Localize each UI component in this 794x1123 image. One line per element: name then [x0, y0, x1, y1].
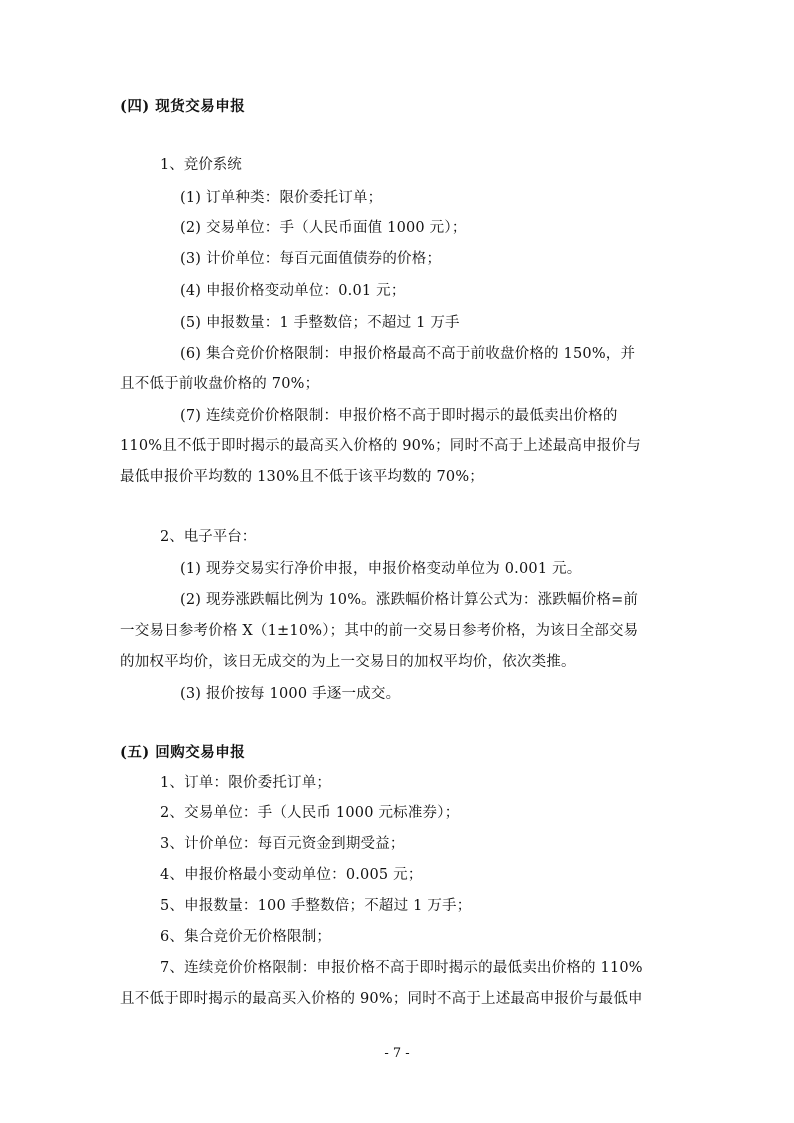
repo-item-3: 3、计价单位：每百元资金到期受益；: [160, 836, 405, 852]
auction-item-6-line-2: 且不低于前收盘价格的 70%；: [120, 376, 320, 392]
electronic-item-3: (3) 报价按每 1000 手逐一成交。: [180, 686, 401, 702]
repo-item-1: 1、订单：限价委托订单；: [160, 775, 332, 791]
auction-item-3: (3) 计价单位：每百元面值债券的价格；: [180, 251, 442, 267]
auction-item-2: (2) 交易单位：手（人民币面值 1000 元）；: [180, 220, 467, 236]
electronic-item-2-line-2: 一交易日参考价格 X（1±10%）；其中的前一交易日参考价格，为该日全部交易: [120, 623, 639, 639]
electronic-item-2-line-3: 的加权平均价，该日无成交的为上一交易日的加权平均价，依次类推。: [120, 654, 576, 670]
auction-item-7-line-1: (7) 连续竞价价格限制：申报价格不高于即时揭示的最低卖出价格的: [180, 408, 618, 424]
auction-item-5: (5) 申报数量：1 手整数倍；不超过 1 万手: [180, 315, 460, 331]
repo-item-6: 6、集合竞价无价格限制；: [160, 929, 332, 945]
electronic-item-1: (1) 现券交易实行净价申报，申报价格变动单位为 0.001 元。: [180, 561, 582, 577]
auction-item-4: (4) 申报价格变动单位：0.01 元；: [180, 283, 406, 299]
repo-item-7-line-1: 7、连续竞价价格限制：申报价格不高于即时揭示的最低卖出价格的 110%: [160, 960, 643, 976]
auction-system-title: 1、竞价系统: [160, 157, 242, 173]
repo-item-7-line-2: 且不低于即时揭示的最高买入价格的 90%；同时不高于上述最高申报价与最低申: [120, 991, 643, 1007]
electronic-item-2-line-1: (2) 现券涨跌幅比例为 10%。涨跌幅价格计算公式为：涨跌幅价格=前: [180, 592, 639, 608]
repo-item-4: 4、申报价格最小变动单位：0.005 元；: [160, 867, 423, 883]
auction-item-1: (1) 订单种类：限价委托订单；: [180, 190, 383, 206]
auction-item-6-line-1: (6) 集合竞价价格限制：申报价格最高不高于前收盘价格的 150%，并: [180, 346, 636, 362]
page-number: - 7 -: [384, 1046, 410, 1061]
section-heading-4: (四) 现货交易申报: [120, 98, 246, 115]
repo-item-2: 2、交易单位：手（人民币 1000 元标准券）；: [160, 805, 460, 821]
auction-item-7-line-2: 110%且不低于即时揭示的最高买入价格的 90%；同时不高于上述最高申报价与: [120, 438, 641, 454]
electronic-platform-title: 2、电子平台：: [160, 529, 257, 545]
section-heading-5: (五) 回购交易申报: [120, 744, 246, 761]
auction-item-7-line-3: 最低申报价平均数的 130%且不低于该平均数的 70%；: [120, 469, 484, 485]
repo-item-5: 5、申报数量：100 手整数倍；不超过 1 万手；: [160, 898, 472, 914]
